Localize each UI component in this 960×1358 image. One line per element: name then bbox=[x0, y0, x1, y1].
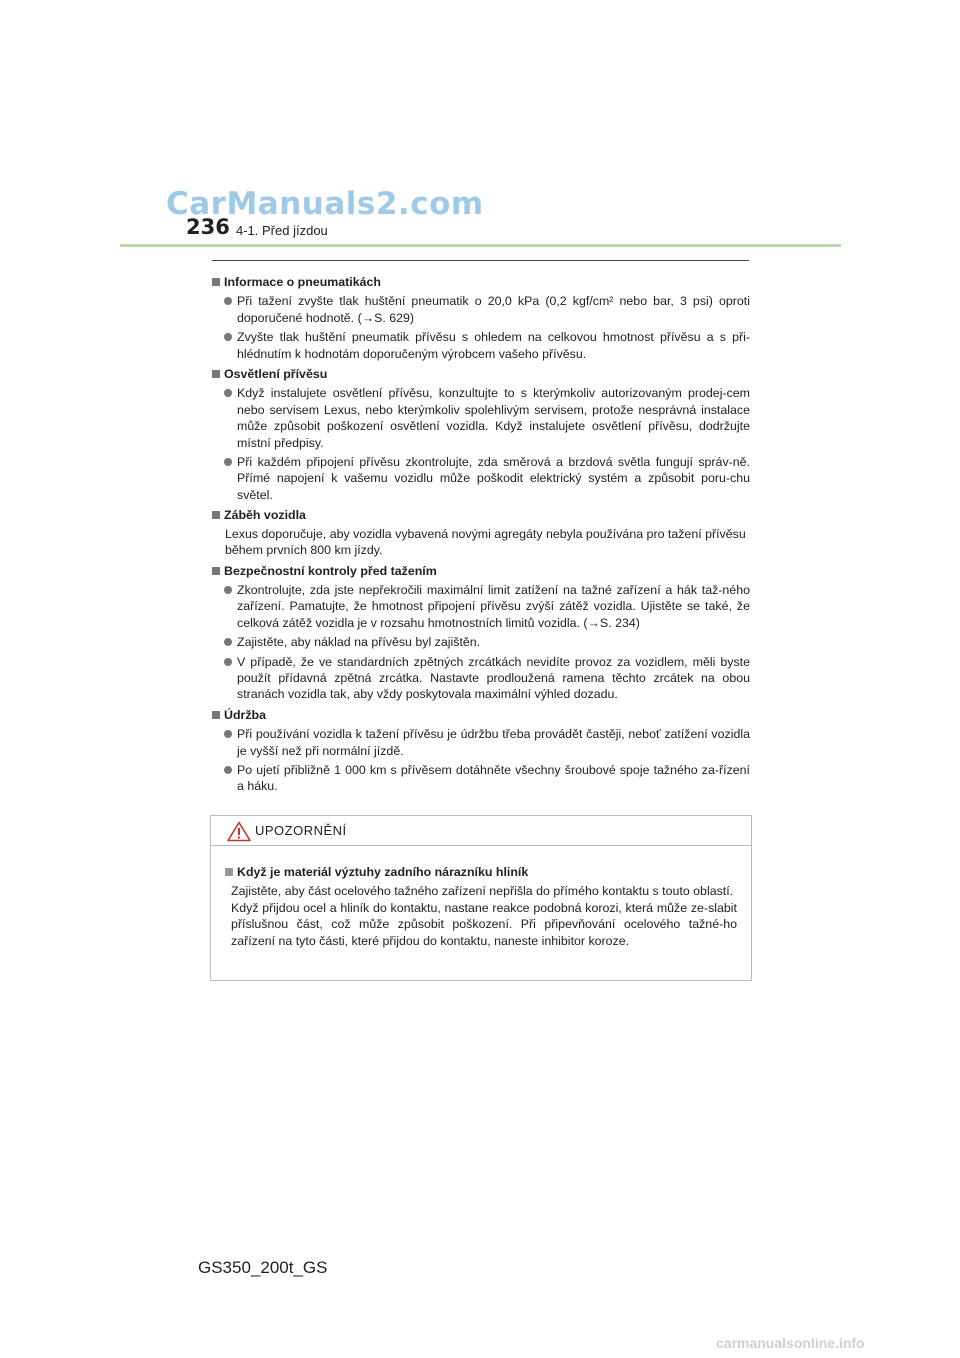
square-bullet-icon bbox=[212, 567, 220, 575]
square-bullet-icon bbox=[212, 511, 220, 519]
round-bullet-icon bbox=[224, 333, 232, 341]
list-item: Zvyšte tlak huštění pneumatik přívěsu s ohledem na celkovou hmotnost přívěsu a s při-hlédnutím k hodnotám doporučeným výrobcem vašeho přívěsu. bbox=[212, 329, 750, 362]
list-item: V případě, že ve standardních zpětných zrcátkách nevidíte provoz za vozidlem, měli byste použít přídavná zpětná zrcátka. Nastavte prodloužená ramena těchto zrcátek na obou stranách vozidla tak, aby vždy poskytovala maximální výhled dozadu. bbox=[212, 654, 750, 703]
list-item: Po ujetí přibližně 1 000 km s přívěsem dotáhněte všechny šroubové spoje tažného za-řízení a háku. bbox=[212, 762, 750, 795]
square-bullet-icon bbox=[212, 278, 220, 286]
section-heading-tyres: Informace o pneumatikách bbox=[212, 274, 750, 290]
content-rule bbox=[212, 260, 749, 261]
list-item: Zajistěte, aby náklad na přívěsu byl zajištěn. bbox=[212, 634, 750, 650]
warning-body bbox=[211, 846, 751, 949]
carmanualsonline-watermark: carmanualsonline.info bbox=[716, 1335, 865, 1351]
square-bullet-icon bbox=[212, 370, 220, 378]
section-title: 4-1. Před jízdou bbox=[236, 223, 328, 238]
round-bullet-icon bbox=[224, 638, 232, 646]
warning-header bbox=[211, 816, 751, 846]
section-heading-safety-checks: Bezpečnostní kontroly před tažením bbox=[212, 563, 750, 579]
header-rule bbox=[120, 244, 841, 247]
round-bullet-icon bbox=[224, 458, 232, 466]
round-bullet-icon bbox=[224, 766, 232, 774]
round-bullet-icon bbox=[224, 389, 232, 397]
round-bullet-icon bbox=[224, 730, 232, 738]
section-paragraph: Lexus doporučuje, aby vozidla vybavená novými agregáty nebyla používána pro tažení přívěsu během prvních 800 km jízdy. bbox=[225, 526, 746, 558]
round-bullet-icon bbox=[224, 297, 232, 305]
section-heading-break-in: Záběh vozidla bbox=[212, 507, 750, 523]
list-item: Při každém připojení přívěsu zkontrolujte, zda směrová a brzdová světla fungují správ-ně. Přímé napojení k vašemu vozidlu může poškodit elektrický systém a způsobit poru-chu světel. bbox=[212, 454, 750, 503]
list-item: Když instalujete osvětlení přívěsu, konzultujte to s kterýmkoliv autorizovaným prodej-cem nebo servisem Lexus, nebo kterýmkoliv spolehlivým servisem, protože nesprávná instalace může způsobit poškození osvětlení vozidla. Když instalujete osvětlení přívěsu, dodržujte místní předpisy. bbox=[212, 385, 750, 451]
warning-heading: Když je materiál výztuhy zadního nárazníku hliník bbox=[225, 864, 737, 880]
list-item: Při tažení zvyšte tlak huštění pneumatik o 20,0 kPa (0,2 kgf/cm² nebo bar, 3 psi) oproti doporučené hodnotě. (→S. 629) bbox=[212, 293, 750, 326]
warning-triangle-icon bbox=[227, 821, 251, 842]
square-bullet-icon bbox=[225, 868, 233, 876]
square-bullet-icon bbox=[212, 711, 220, 719]
list-item: Při používání vozidla k tažení přívěsu je údržbu třeba provádět častěji, neboť zatížení vozidla je vyšší než při normální jízdě. bbox=[212, 726, 750, 759]
footer-model-code: GS350_200t_GS bbox=[198, 1258, 328, 1277]
warning-box bbox=[210, 815, 752, 981]
round-bullet-icon bbox=[224, 586, 232, 594]
warning-label: UPOZORNĚNÍ bbox=[255, 823, 347, 838]
page-number: 236 bbox=[186, 215, 230, 239]
content bbox=[212, 270, 750, 795]
section-heading-maintenance: Údržba bbox=[212, 707, 750, 723]
list-item: Zkontrolujte, zda jste nepřekročili maximální limit zatížení na tažné zařízení a hák taž-ného zařízení. Pamatujte, že hmotnost připojení přívěsu zvýší zátěž vozidla. Ujistěte se také, že celková zátěž vozidla je v rozsahu hmotnostních limitů vozidla. (→S. 234) bbox=[212, 582, 750, 631]
round-bullet-icon bbox=[224, 658, 232, 666]
warning-paragraph: Zajistěte, aby část ocelového tažného zařízení nepřišla do přímého kontaktu s touto oblastí. bbox=[231, 884, 734, 899]
warning-paragraph: Když přijdou ocel a hliník do kontaktu, nastane reakce podobná korozi, která může ze-slabit příslušnou část, což může způsobit poškození. Při připevňování ocelového tažné-ho zařízení na tyto části, které přijdou do kontaktu, naneste inhibitor koroze. bbox=[231, 900, 737, 948]
section-heading-trailer-lights: Osvětlení přívěsu bbox=[212, 366, 750, 382]
carmanuals-watermark: CarManuals2.com bbox=[166, 186, 484, 222]
